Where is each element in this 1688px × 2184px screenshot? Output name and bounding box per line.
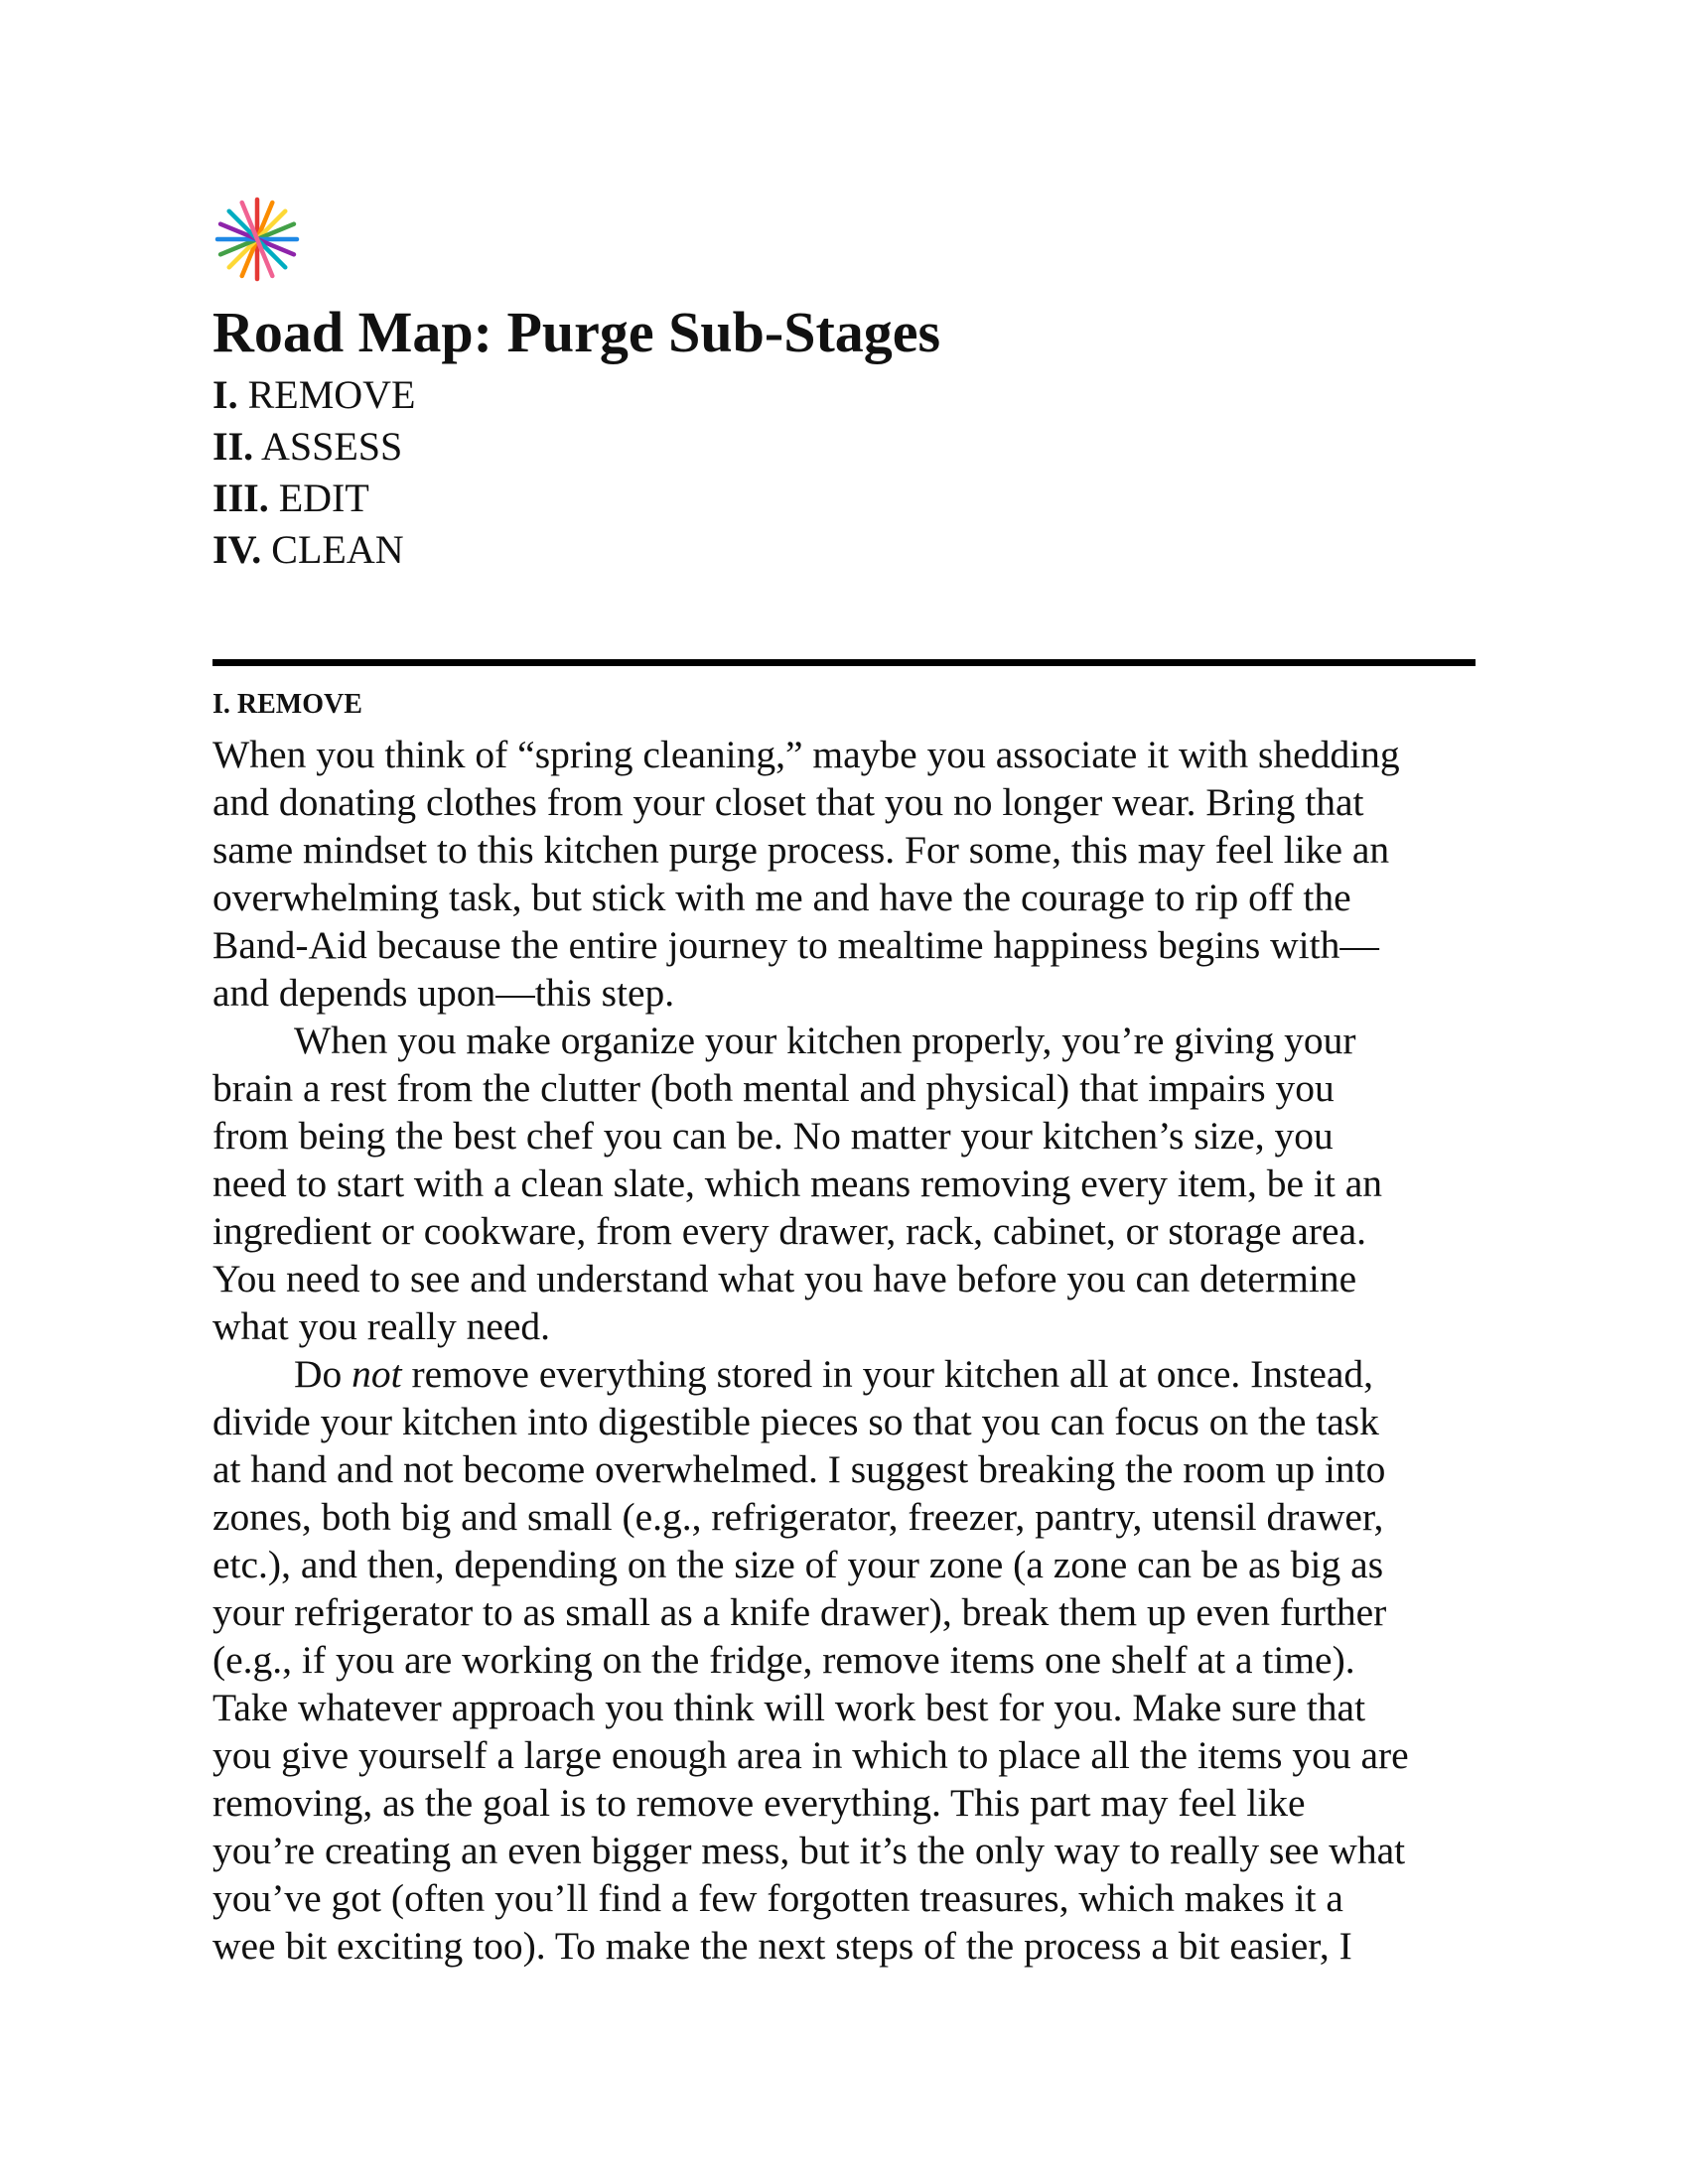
body-line: you’re creating an even bigger mess, but it’s the only way to really see what xyxy=(212,1829,1406,1872)
roadmap-item-label: CLEAN xyxy=(271,527,404,572)
body-line: divide your kitchen into digestible pieces so that you can focus on the task xyxy=(212,1400,1379,1443)
body-line: same mindset to this kitchen purge process. For some, this may feel like an xyxy=(212,828,1390,872)
roadmap-item-number: IV. xyxy=(212,527,262,572)
section-divider xyxy=(212,659,1476,666)
body-line: Band-Aid because the entire journey to mealtime happiness begins with— xyxy=(212,923,1379,967)
roadmap-item xyxy=(212,473,415,524)
roadmap-list xyxy=(212,369,415,576)
body-line xyxy=(212,1350,1476,1398)
emphasis-text: not xyxy=(352,1352,402,1396)
roadmap-item xyxy=(212,369,415,421)
body-text: remove everything stored in your kitchen all at once. Instead, xyxy=(401,1352,1374,1396)
roadmap-item-number: I. xyxy=(212,372,238,417)
body-line: Take whatever approach you think will work best for you. Make sure that xyxy=(212,1686,1366,1729)
body-line: brain a rest from the clutter (both mental and physical) that impairs you xyxy=(212,1066,1335,1110)
page-title: Road Map: Purge Sub-Stages xyxy=(212,300,941,364)
body-line: and donating clothes from your closet that you no longer wear. Bring that xyxy=(212,780,1364,824)
body-line: overwhelming task, but stick with me and have the courage to rip off the xyxy=(212,876,1351,919)
body-line: zones, both big and small (e.g., refrigerator, freezer, pantry, utensil drawer, xyxy=(212,1495,1384,1539)
roadmap-item-label: EDIT xyxy=(278,476,369,520)
body-line: (e.g., if you are working on the fridge, remove items one shelf at a time). xyxy=(212,1638,1355,1682)
body-line: need to start with a clean slate, which means removing every item, be it an xyxy=(212,1161,1383,1205)
document-page xyxy=(212,0,1476,2184)
body-line: from being the best chef you can be. No matter your kitchen’s size, you xyxy=(212,1114,1334,1158)
roadmap-item-label: REMOVE xyxy=(247,372,416,417)
body-line: your refrigerator to as small as a knife drawer), break them up even further xyxy=(212,1590,1387,1634)
body-line: When you think of “spring cleaning,” maybe you associate it with shedding xyxy=(212,733,1400,776)
body-line: what you really need. xyxy=(212,1304,551,1348)
body-line: ingredient or cookware, from every drawer, rack, cabinet, or storage area. xyxy=(212,1209,1366,1253)
body-line: removing, as the goal is to remove everything. This part may feel like xyxy=(212,1781,1306,1825)
roadmap-item-label: ASSESS xyxy=(260,424,403,469)
body-line: etc.), and then, depending on the size of your zone (a zone can be as big as xyxy=(212,1543,1384,1586)
section-heading: I. REMOVE xyxy=(212,689,362,720)
body-line: you give yourself a large enough area in which to place all the items you are xyxy=(212,1733,1409,1777)
body-text: Do xyxy=(294,1352,352,1396)
roadmap-item-number: III. xyxy=(212,476,269,520)
roadmap-item xyxy=(212,421,415,473)
asterisk-starburst-icon xyxy=(212,195,302,284)
section-body xyxy=(212,731,1476,1970)
body-line: at hand and not become overwhelmed. I suggest breaking the room up into xyxy=(212,1447,1386,1491)
roadmap-item-number: II. xyxy=(212,424,254,469)
body-line: wee bit exciting too). To make the next steps of the process a bit easier, I xyxy=(212,1924,1352,1968)
body-line: you’ve got (often you’ll find a few forgotten treasures, which makes it a xyxy=(212,1876,1343,1920)
body-line: When you make organize your kitchen properly, you’re giving your xyxy=(294,1019,1356,1062)
body-line: and depends upon—this step. xyxy=(212,971,675,1015)
roadmap-item xyxy=(212,524,415,576)
body-line: You need to see and understand what you have before you can determine xyxy=(212,1257,1357,1300)
